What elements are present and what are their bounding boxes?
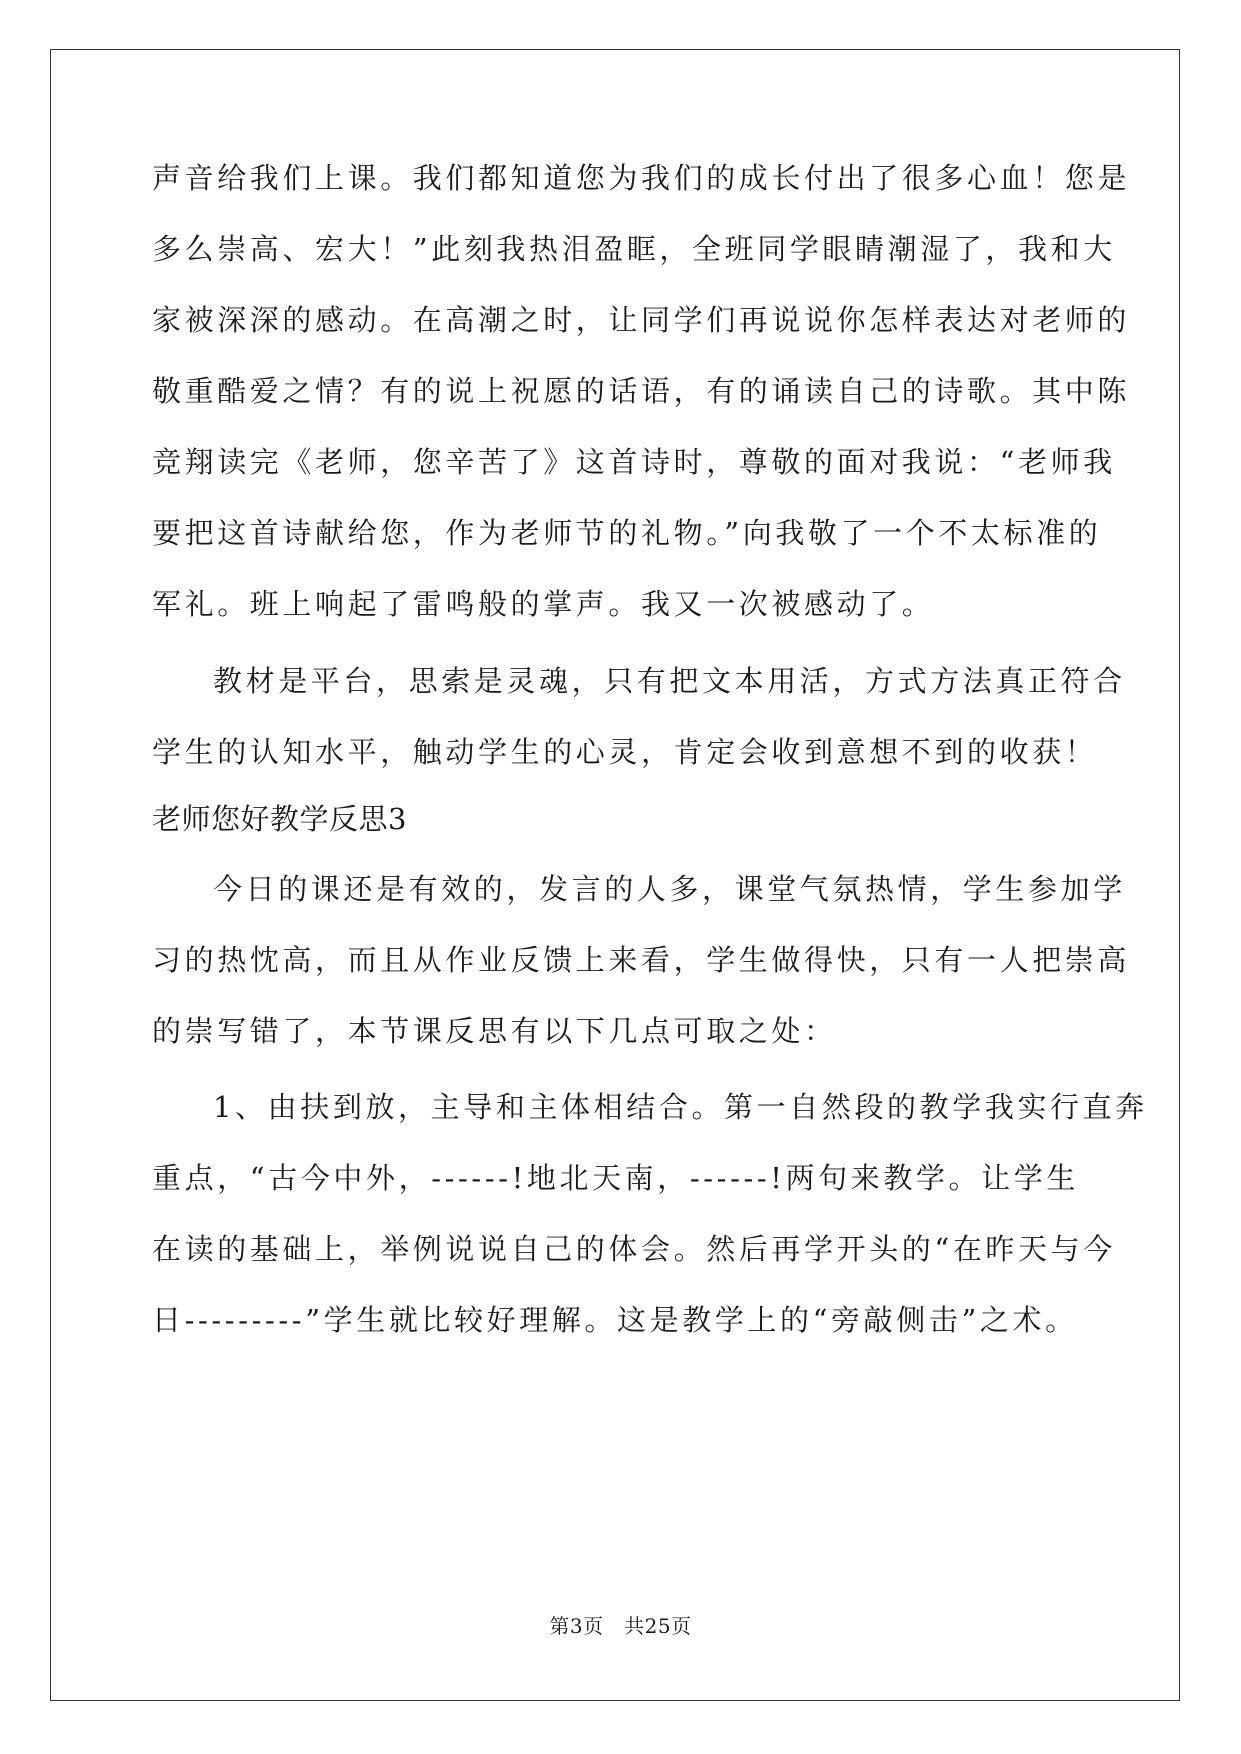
text-line: 军礼。班上响起了雷鸣般的掌声。我又一次被感动了。 [152, 587, 935, 621]
text-line: 多么崇高、宏大！”此刻我热泪盈眶，全班同学眼睛潮湿了，我和大 [152, 232, 1116, 266]
text-line: 习的热忱高，而且从作业反馈上来看，学生做得快，只有一人把崇高 [152, 943, 1131, 977]
text-line: 竞翔读完《老师，您辛苦了》这首诗时，尊敬的面对我说：“老师我 [152, 445, 1116, 479]
page-number: 第3页 共25页 [549, 1614, 692, 1638]
text-line: 今日的课还是有效的，发言的人多，课堂气氛热情，学生参加学 [213, 872, 1126, 906]
text-line: 重点，“古今中外，------!地北天南，------!两句来教学。让学生 [152, 1161, 1079, 1195]
text-line: 在读的基础上，举例说说自己的体会。然后再学开头的“在昨天与今 [152, 1232, 1116, 1266]
text-line: 的崇写错了，本节课反思有以下几点可取之处： [152, 1014, 837, 1048]
text-line: 学生的认知水平，触动学生的心灵，肯定会收到意想不到的收获！ [152, 735, 1098, 769]
text-line: 要把这首诗献给您，作为老师节的礼物。”向我敬了一个不太标准的 [152, 516, 1102, 550]
text-line: 教材是平台，思索是灵魂，只有把文本用活，方式方法真正符合 [213, 664, 1126, 698]
text-line: 1、由扶到放，主导和主体相结合。第一自然段的教学我实行直奔 [213, 1090, 1148, 1124]
text-line: 敬重酷爱之情？有的说上祝愿的话语，有的诵读自己的诗歌。其中陈 [152, 374, 1131, 408]
section-heading: 老师您好教学反思3 [152, 802, 407, 836]
text-line: 日---------”学生就比较好理解。这是教学上的“旁敲侧击”之术。 [152, 1303, 1078, 1337]
text-line: 声音给我们上课。我们都知道您为我们的成长付出了很多心血！您是 [152, 161, 1131, 195]
text-line: 家被深深的感动。在高潮之时，让同学们再说说你怎样表达对老师的 [152, 303, 1131, 337]
